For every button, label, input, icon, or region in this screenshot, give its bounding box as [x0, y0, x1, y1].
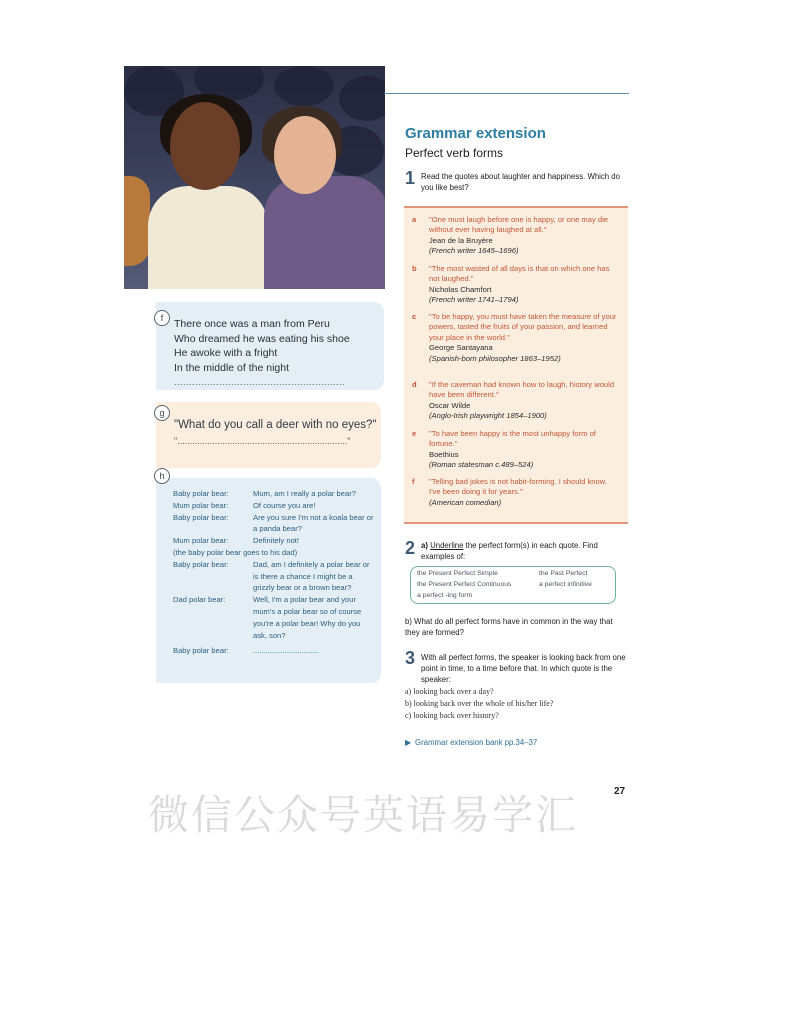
quote-text: "The most wasted of all days is that on which one has not laughed."	[429, 264, 610, 284]
form-item: the Present Perfect Continuous	[417, 581, 512, 588]
dialogue-speaker: Mum polar bear:	[173, 536, 229, 546]
quote-author: Oscar Wilde	[429, 400, 471, 410]
quote-description: (Spanish-born philosopher 1863–1952)	[429, 353, 561, 363]
item-letter-g: g	[154, 405, 170, 421]
dialogue-row	[173, 488, 375, 500]
quote-description: (French writer 1741–1794)	[429, 295, 519, 305]
option-item: b) looking back over the whole of his/her life?	[405, 699, 554, 708]
section-rule	[384, 93, 629, 94]
quote-text: "Telling bad jokes is not habit-forming. I should know. I've been doing it for years."	[429, 477, 607, 497]
polar-bear-dialogue	[173, 488, 375, 657]
stage-direction: (the baby polar bear goes to his dad)	[173, 547, 298, 557]
dialogue-speaker: Baby polar bear:	[173, 512, 229, 522]
option-item: c) looking back over history?	[405, 711, 499, 720]
dialogue-line: Definitely not!	[253, 536, 300, 546]
quote-author: Jean de la Bruyère	[429, 235, 493, 245]
quote-item	[412, 380, 618, 422]
grammar-bank-text: Grammar extension bank pp.34–37	[415, 738, 538, 747]
section-subtitle: Perfect verb forms	[405, 146, 504, 160]
item-letter-f: f	[154, 310, 170, 326]
form-item: the Present Perfect Simple	[417, 570, 498, 577]
quote-item	[412, 429, 618, 471]
form-item: a perfect infinitive	[539, 581, 592, 588]
item-letter-h: h	[154, 468, 170, 484]
quote-letter: e	[412, 429, 417, 438]
grammar-bank-link[interactable]	[405, 738, 537, 747]
quote-description: (French writer 1645–1696)	[429, 246, 519, 256]
quote-text: "To have been happy is the most unhappy form of fortune."	[429, 429, 596, 449]
quote-letter: d	[412, 380, 417, 389]
quotes-box	[404, 206, 628, 524]
question-number: 3	[405, 648, 416, 668]
question-number: 2	[405, 538, 416, 558]
joke-blank: "...................................................................."	[174, 436, 351, 446]
question-1-text: Read the quotes about laughter and happiness. Which do you like best?	[421, 172, 620, 192]
dialogue-blank: ...............................	[253, 646, 319, 656]
rhyme-line: There once was a man from Peru	[174, 318, 330, 330]
section-title: Grammar extension	[405, 125, 546, 142]
quote-author: Nicholas Chamfort	[429, 284, 492, 294]
dialogue-line: Are you sure I'm not a koala bear or a panda bear?	[253, 512, 374, 534]
joke-box	[156, 402, 381, 468]
quote-item	[412, 312, 618, 364]
forms-list-box	[410, 566, 616, 604]
form-item: the Past Perfect	[539, 570, 588, 577]
limerick	[174, 317, 350, 390]
quote-author: George Santayana	[429, 343, 493, 353]
option-item: a) looking back over a day?	[405, 687, 494, 696]
question-3-text: With all perfect forms, the speaker is looking back from one point in time, to a time before that. In which quote is the speaker:	[421, 653, 626, 684]
rhyme-line: In the middle of the night	[174, 361, 289, 374]
dialogue-line: Well, I'm a polar bear and your mum's a polar bear so of course you're a polar bear! Why do you ask, son?	[253, 595, 362, 640]
dialogue-line: Mum, am I really a polar bear?	[253, 489, 356, 498]
rhyme-blank: .........................................................	[174, 377, 346, 387]
question-2a-text	[421, 540, 626, 562]
joke-question: "What do you call a deer with no eyes?"	[174, 419, 377, 431]
dialogue-speaker: Baby polar bear:	[173, 646, 229, 656]
dialogue-speaker: Baby polar bear:	[173, 489, 229, 498]
dialogue-row	[173, 500, 375, 512]
question-2a-rest: the perfect form(s) in each quote. Find examples of:	[421, 541, 598, 561]
quote-description: (Roman statesman c.489–524)	[429, 460, 534, 470]
question-2a-label: a)	[421, 541, 428, 550]
rhyme-line: Who dreamed he was eating his shoe	[174, 332, 350, 345]
watermark: 微信公众号英语易学汇	[148, 791, 578, 839]
dialogue-line: Of course you are!	[253, 500, 316, 510]
quote-text: "One must laugh before one is happy, or one may die without ever having laughed at all."	[429, 215, 609, 235]
quote-item	[412, 264, 618, 306]
quote-letter: f	[412, 477, 415, 486]
play-arrow-icon: ▶	[405, 738, 411, 747]
dialogue-line: Dad, am I definitely a polar bear or is there a chance I might be a grizzly bear or a brown bear?	[253, 559, 370, 593]
quote-text: "If the caveman had known how to laugh, history would have been different."	[429, 380, 615, 400]
quote-letter: c	[412, 312, 417, 321]
dialogue-row	[173, 559, 375, 594]
quote-description: (American comedian)	[429, 497, 502, 507]
quote-item	[412, 477, 618, 508]
question-number: 1	[405, 168, 416, 188]
dialogue-row	[173, 535, 375, 547]
quote-text: "To be happy, you must have taken the measure of your powers, tasted the fruits of your passion, and learned your place in the world."	[429, 312, 617, 342]
cinema-audience-photo	[124, 66, 385, 289]
underline-instruction: Underline	[430, 541, 464, 550]
question-3-options	[405, 686, 553, 722]
page-number: 27	[614, 786, 626, 797]
quote-description: (Anglo-Irish playwright 1854–1900)	[429, 411, 547, 421]
question-2b-text: b) What do all perfect forms have in common in the way that they are formed?	[405, 617, 613, 637]
quote-item	[412, 215, 618, 257]
quote-author: Boethius	[429, 449, 459, 459]
quote-letter: b	[412, 264, 417, 273]
quote-letter: a	[412, 215, 417, 224]
rhyme-line: He awoke with a fright	[174, 347, 278, 359]
dialogue-speaker: Mum polar bear:	[173, 500, 229, 510]
dialogue-row	[173, 594, 375, 641]
form-item: a perfect -ing form	[417, 592, 473, 599]
dialogue-row	[173, 645, 375, 657]
dialogue-speaker: Dad polar bear:	[173, 595, 226, 605]
dialogue-speaker: Baby polar bear:	[173, 559, 229, 569]
dialogue-row	[173, 512, 375, 536]
